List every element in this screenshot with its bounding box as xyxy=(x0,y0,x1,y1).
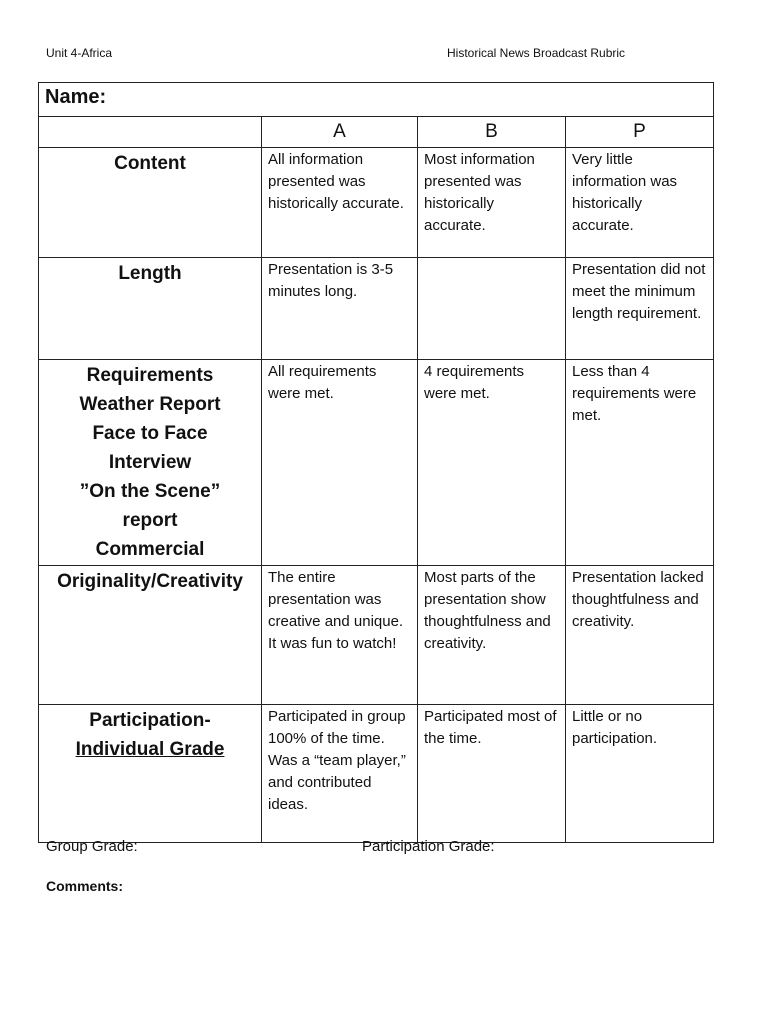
rubric-title: Historical News Broadcast Rubric xyxy=(447,46,626,60)
originality-b-cell: Most parts of the presentation show thoughtfulness and creativity. xyxy=(418,566,566,705)
originality-p-cell: Presentation lacked thoughtfulness and creativity. xyxy=(566,566,714,705)
content-a-cell: All information presented was historically accurate. xyxy=(262,148,418,258)
name-label: Name: xyxy=(39,83,714,117)
content-p-cell: Very little information was historically accurate. xyxy=(566,148,714,258)
comments-label: Comments: xyxy=(46,878,124,894)
length-b-cell xyxy=(418,258,566,360)
criterion-requirements xyxy=(39,360,262,566)
requirements-a-cell: All requirements were met. xyxy=(262,360,418,566)
participation-grade-label: Participation Grade: xyxy=(362,838,495,855)
requirement-item: Commercial xyxy=(95,539,205,560)
originality-a-cell: The entire presentation was creative and unique. It was fun to watch! xyxy=(262,566,418,705)
requirements-b-cell: 4 requirements were met. xyxy=(418,360,566,566)
length-a-cell: Presentation is 3-5 minutes long. xyxy=(262,258,418,360)
requirement-item: ”On the Scene” xyxy=(79,481,221,502)
criterion-content xyxy=(39,148,262,258)
requirement-item: Face to Face xyxy=(92,423,208,444)
name-row xyxy=(39,83,714,117)
grade-header-row xyxy=(39,117,714,148)
requirement-item: Weather Report xyxy=(79,394,221,415)
grade-a-header: A xyxy=(262,117,418,148)
criterion-label: Originality/Creativity xyxy=(57,571,243,592)
participation-a-cell: Participated in group 100% of the time. Was a “team player,” and contributed ideas. xyxy=(262,705,418,843)
length-p-cell: Presentation did not meet the minimum length requirement. xyxy=(566,258,714,360)
criterion-label: Requirements xyxy=(86,365,214,386)
content-b-cell: Most information presented was historically accurate. xyxy=(418,148,566,258)
criterion-originality xyxy=(39,566,262,705)
criterion-sublabel: Individual Grade xyxy=(75,739,225,760)
requirements-p-cell: Less than 4 requirements were met. xyxy=(566,360,714,566)
participation-b-cell: Participated most of the time. xyxy=(418,705,566,843)
criterion-participation xyxy=(39,705,262,843)
requirement-item: report xyxy=(122,510,178,531)
group-grade-label: Group Grade: xyxy=(46,838,138,855)
criterion-length xyxy=(39,258,262,360)
grade-p-header: P xyxy=(566,117,714,148)
rubric-row-content xyxy=(39,148,714,258)
unit-title: Unit 4-Africa xyxy=(46,46,113,60)
empty-header-cell xyxy=(39,117,262,148)
requirement-item: Interview xyxy=(108,452,192,473)
rubric-row-length xyxy=(39,258,714,360)
participation-p-cell: Little or no participation. xyxy=(566,705,714,843)
criterion-label: Length xyxy=(118,263,182,284)
criterion-label: Content xyxy=(114,153,186,174)
rubric-row-participation xyxy=(39,705,714,843)
rubric-row-requirements xyxy=(39,360,714,566)
rubric-table xyxy=(38,82,714,843)
rubric-row-originality xyxy=(39,566,714,705)
criterion-label: Participation- xyxy=(89,710,211,731)
grade-b-header: B xyxy=(418,117,566,148)
